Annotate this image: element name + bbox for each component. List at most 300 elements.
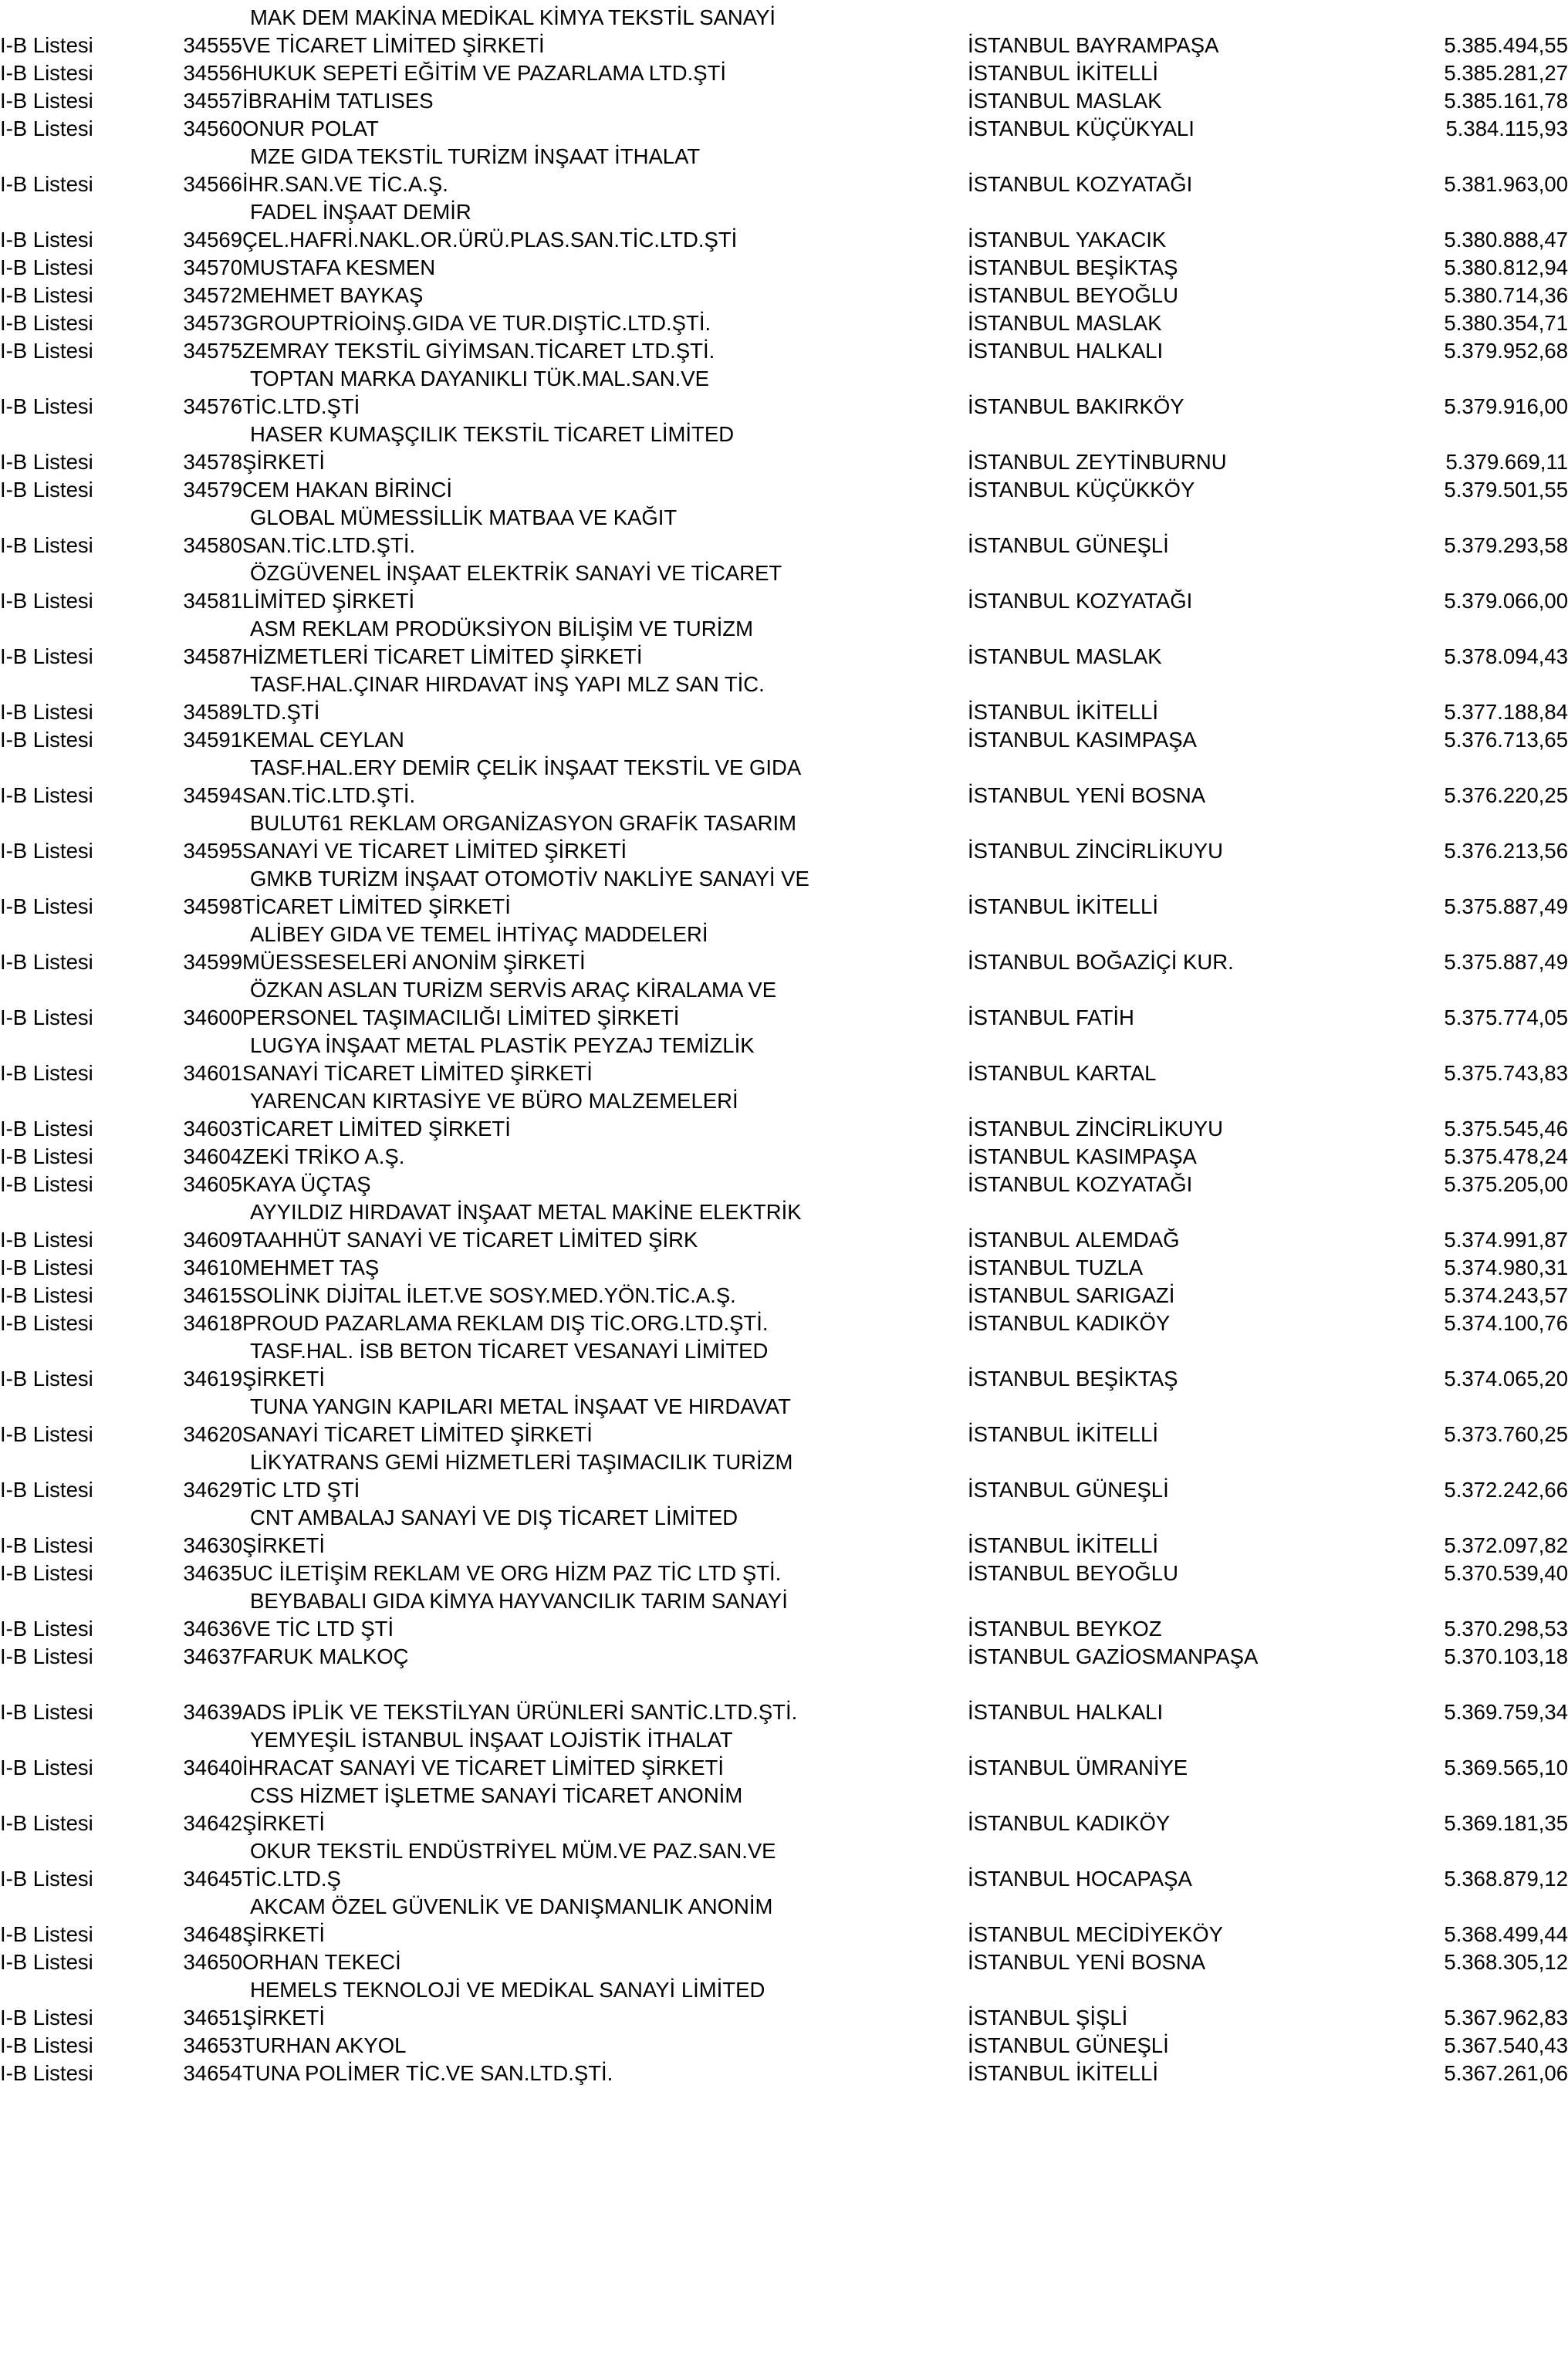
record-no-cell: 34557 bbox=[183, 88, 242, 113]
table-row[interactable] bbox=[0, 56, 1568, 83]
table-row-spacer bbox=[0, 1667, 1568, 1695]
province-cell: İSTANBUL bbox=[968, 699, 1070, 724]
record-no-cell bbox=[140, 139, 242, 167]
province-cell: İSTANBUL bbox=[968, 1310, 1070, 1335]
list-label-cell bbox=[0, 1722, 140, 1750]
amount-cell: 5.374.980,31 bbox=[1444, 1255, 1568, 1279]
list-label-cell bbox=[0, 1833, 140, 1861]
company-name-cell: ZEKİ TRİKO A.Ş. bbox=[242, 1144, 405, 1168]
company-name-line1: TASF.HAL.ÇINAR HIRDAVAT İNŞ YAPI MLZ SAN TİC. bbox=[250, 671, 765, 696]
table-row[interactable] bbox=[0, 1306, 1568, 1333]
province-cell bbox=[968, 1722, 1076, 1750]
record-no-cell: 34573 bbox=[183, 310, 242, 335]
table-row[interactable] bbox=[0, 83, 1568, 111]
table-row-name-continuation bbox=[0, 1833, 1568, 1861]
table-row[interactable] bbox=[0, 1472, 1568, 1500]
company-name-line1: AYYILDIZ HIRDAVAT İNŞAAT METAL MAKİNE ELEKTRİK bbox=[250, 1199, 802, 1224]
company-name-cell: HUKUK SEPETİ EĞİTİM VE PAZARLAMA LTD.ŞTİ bbox=[242, 60, 727, 85]
district-cell bbox=[1076, 0, 1330, 28]
amount-cell: 5.370.298,53 bbox=[1444, 1616, 1568, 1641]
province-cell bbox=[968, 1389, 1076, 1417]
amount-cell bbox=[1330, 500, 1568, 528]
record-no-cell: 34599 bbox=[183, 949, 242, 974]
amount-cell bbox=[1330, 417, 1568, 444]
province-cell: İSTANBUL bbox=[968, 1866, 1070, 1891]
district-cell bbox=[1076, 1583, 1330, 1611]
province-cell: İSTANBUL bbox=[968, 1616, 1070, 1641]
company-name-cell: SANAYİ VE TİCARET LİMİTED ŞİRKETİ bbox=[242, 838, 627, 863]
record-no-cell bbox=[140, 1722, 242, 1750]
record-no-cell: 34630 bbox=[183, 1533, 242, 1557]
province-cell: İSTANBUL bbox=[968, 338, 1070, 363]
list-label-cell bbox=[0, 1195, 140, 1222]
amount-cell bbox=[1330, 1972, 1568, 2000]
district-cell: ŞİŞLİ bbox=[1076, 2005, 1128, 2029]
company-name-cell: SOLİNK DİJİTAL İLET.VE SOSY.MED.YÖN.TİC.A.Ş. bbox=[242, 1283, 736, 1307]
amount-cell: 5.374.991,87 bbox=[1444, 1227, 1568, 1252]
table-row[interactable] bbox=[0, 1361, 1568, 1389]
table-row-name-continuation bbox=[0, 139, 1568, 167]
province-cell: İSTANBUL bbox=[968, 116, 1070, 140]
table-row-name-continuation bbox=[0, 806, 1568, 833]
amount-cell bbox=[1330, 1889, 1568, 1917]
amount-cell: 5.372.242,66 bbox=[1444, 1477, 1568, 1502]
province-cell bbox=[968, 861, 1076, 889]
province-cell: İSTANBUL bbox=[968, 60, 1070, 85]
list-label-cell bbox=[0, 1445, 140, 1472]
district-cell: YENİ BOSNA bbox=[1076, 782, 1206, 807]
list-label-cell: I-B Listesi bbox=[0, 1644, 93, 1668]
amount-cell bbox=[1330, 1389, 1568, 1417]
table-row[interactable] bbox=[0, 1861, 1568, 1889]
record-no-cell: 34576 bbox=[183, 394, 242, 418]
table-row-name-continuation bbox=[0, 1972, 1568, 2000]
table-row-name-continuation bbox=[0, 667, 1568, 695]
province-cell: İSTANBUL bbox=[968, 1477, 1070, 1502]
list-label-cell: I-B Listesi bbox=[0, 838, 93, 863]
district-cell: ZEYTİNBURNU bbox=[1076, 449, 1227, 474]
list-label-cell: I-B Listesi bbox=[0, 644, 93, 668]
table-row-name-continuation bbox=[0, 1722, 1568, 1750]
record-no-cell: 34575 bbox=[183, 338, 242, 363]
district-cell bbox=[1076, 1195, 1330, 1222]
amount-cell: 5.379.669,11 bbox=[1445, 449, 1568, 474]
table-row-name-continuation bbox=[0, 1333, 1568, 1361]
province-cell bbox=[968, 972, 1076, 1000]
amount-cell: 5.379.501,55 bbox=[1444, 477, 1568, 502]
province-cell: İSTANBUL bbox=[968, 1227, 1070, 1252]
province-cell: İSTANBUL bbox=[968, 1644, 1070, 1668]
table-row[interactable] bbox=[0, 1222, 1568, 1250]
district-cell bbox=[1076, 1445, 1330, 1472]
list-label-cell bbox=[0, 806, 140, 833]
table-row[interactable] bbox=[0, 1528, 1568, 1556]
table-row[interactable] bbox=[0, 1167, 1568, 1195]
province-cell bbox=[968, 139, 1076, 167]
record-no-cell: 34635 bbox=[183, 1560, 242, 1585]
company-name-cell: İHRACAT SANAYİ VE TİCARET LİMİTED ŞİRKETİ bbox=[242, 1755, 724, 1779]
district-cell bbox=[1076, 417, 1330, 444]
district-cell: İKİTELLİ bbox=[1076, 60, 1158, 85]
amount-cell bbox=[1330, 611, 1568, 639]
company-name-line1: FADEL İNŞAAT DEMİR bbox=[250, 199, 471, 224]
record-no-cell bbox=[140, 1333, 242, 1361]
province-cell bbox=[968, 1445, 1076, 1472]
table-row[interactable] bbox=[0, 167, 1568, 194]
record-no-cell: 34629 bbox=[183, 1477, 242, 1502]
table-row[interactable] bbox=[0, 1556, 1568, 1583]
company-name-cell: LTD.ŞTİ bbox=[242, 699, 320, 724]
table-row-name-continuation bbox=[0, 750, 1568, 778]
record-no-cell: 34615 bbox=[183, 1283, 242, 1307]
province-cell bbox=[968, 750, 1076, 778]
table-row[interactable] bbox=[0, 945, 1568, 972]
company-name-cell: UC İLETİŞİM REKLAM VE ORG HİZM PAZ TİC LTD ŞTİ. bbox=[242, 1560, 782, 1585]
list-label-cell bbox=[0, 417, 140, 444]
list-label-cell bbox=[0, 361, 140, 389]
company-name-cell: ÇEL.HAFRİ.NAKL.OR.ÜRÜ.PLAS.SAN.TİC.LTD.ŞTİ bbox=[242, 227, 738, 252]
amount-cell: 5.375.774,05 bbox=[1444, 1005, 1568, 1029]
amount-cell: 5.380.812,94 bbox=[1444, 255, 1568, 279]
table-row[interactable] bbox=[0, 1139, 1568, 1167]
list-label-cell: I-B Listesi bbox=[0, 394, 93, 418]
company-name-cell: FARUK MALKOÇ bbox=[242, 1644, 409, 1668]
company-name-cell: TURHAN AKYOL bbox=[242, 2033, 407, 2057]
list-label-cell: I-B Listesi bbox=[0, 1560, 93, 1585]
district-cell: HALKALI bbox=[1076, 338, 1164, 363]
district-cell: TUZLA bbox=[1076, 1255, 1144, 1279]
list-label-cell bbox=[0, 1500, 140, 1528]
district-cell: ZİNCİRLİKUYU bbox=[1076, 838, 1223, 863]
province-cell bbox=[968, 806, 1076, 833]
company-name-cell: MEHMET TAŞ bbox=[242, 1255, 380, 1279]
table-row[interactable] bbox=[0, 2028, 1568, 2056]
province-cell: İSTANBUL bbox=[968, 1283, 1070, 1307]
list-label-cell: I-B Listesi bbox=[0, 532, 93, 557]
table-row[interactable] bbox=[0, 1000, 1568, 1028]
district-cell bbox=[1076, 1333, 1330, 1361]
table-row[interactable] bbox=[0, 639, 1568, 667]
table-row[interactable] bbox=[0, 1056, 1568, 1083]
district-cell: KADIKÖY bbox=[1076, 1310, 1171, 1335]
amount-cell bbox=[1330, 861, 1568, 889]
district-cell: GÜNEŞLİ bbox=[1076, 1477, 1169, 1502]
district-cell: KADIKÖY bbox=[1076, 1810, 1171, 1835]
record-no-cell: 34609 bbox=[183, 1227, 242, 1252]
amount-cell: 5.376.213,56 bbox=[1444, 838, 1568, 863]
company-name-line1: YARENCAN KIRTASİYE VE BÜRO MALZEMELERİ bbox=[250, 1088, 738, 1113]
amount-cell bbox=[1330, 556, 1568, 583]
amount-cell bbox=[1330, 361, 1568, 389]
district-cell: İKİTELLİ bbox=[1076, 894, 1158, 918]
record-no-cell: 34636 bbox=[183, 1616, 242, 1641]
record-no-cell: 34610 bbox=[183, 1255, 242, 1279]
table-row[interactable] bbox=[0, 278, 1568, 306]
province-cell: İSTANBUL bbox=[968, 310, 1070, 335]
record-no-cell bbox=[140, 667, 242, 695]
province-cell bbox=[968, 1972, 1076, 2000]
list-label-cell: I-B Listesi bbox=[0, 116, 93, 140]
province-cell bbox=[968, 1583, 1076, 1611]
district-cell: İKİTELLİ bbox=[1076, 1533, 1158, 1557]
province-cell: İSTANBUL bbox=[968, 1366, 1070, 1391]
table-row-name-continuation bbox=[0, 1445, 1568, 1472]
district-cell: YENİ BOSNA bbox=[1076, 1949, 1206, 1974]
company-name-line1: GMKB TURİZM İNŞAAT OTOMOTİV NAKLİYE SANAYİ VE bbox=[250, 866, 809, 891]
record-no-cell: 34639 bbox=[183, 1699, 242, 1724]
company-name-cell: İBRAHİM TATLISES bbox=[242, 88, 434, 113]
table-row[interactable] bbox=[0, 1611, 1568, 1639]
company-name-cell: ZEMRAY TEKSTİL GİYİMSAN.TİCARET LTD.ŞTİ. bbox=[242, 338, 715, 363]
record-no-cell: 34555 bbox=[183, 32, 242, 57]
district-cell: BOĞAZİÇİ KUR. bbox=[1076, 949, 1234, 974]
table-row[interactable] bbox=[0, 1111, 1568, 1139]
amount-cell: 5.368.305,12 bbox=[1444, 1949, 1568, 1974]
record-no-cell bbox=[140, 806, 242, 833]
province-cell: İSTANBUL bbox=[968, 1560, 1070, 1585]
province-cell: İSTANBUL bbox=[968, 894, 1070, 918]
list-label-cell: I-B Listesi bbox=[0, 1921, 93, 1946]
amount-cell: 5.384.115,93 bbox=[1445, 116, 1568, 140]
amount-cell: 5.370.103,18 bbox=[1444, 1644, 1568, 1668]
district-cell bbox=[1076, 361, 1330, 389]
province-cell: İSTANBUL bbox=[968, 88, 1070, 113]
table-row[interactable] bbox=[0, 1945, 1568, 1972]
amount-cell: 5.367.962,83 bbox=[1444, 2005, 1568, 2029]
list-label-cell bbox=[0, 750, 140, 778]
list-label-cell: I-B Listesi bbox=[0, 1533, 93, 1557]
amount-cell: 5.375.887,49 bbox=[1444, 894, 1568, 918]
list-label-cell bbox=[0, 861, 140, 889]
table-row[interactable] bbox=[0, 1806, 1568, 1833]
amount-cell: 5.368.879,12 bbox=[1444, 1866, 1568, 1891]
company-name-line1: ÖZGÜVENEL İNŞAAT ELEKTRİK SANAYİ VE TİCARET bbox=[250, 560, 782, 585]
list-label-cell: I-B Listesi bbox=[0, 1255, 93, 1279]
province-cell: İSTANBUL bbox=[968, 1533, 1070, 1557]
province-cell bbox=[968, 1778, 1076, 1806]
table-row[interactable] bbox=[0, 833, 1568, 861]
district-cell bbox=[1076, 1778, 1330, 1806]
table-row[interactable] bbox=[0, 1917, 1568, 1945]
table-row-name-continuation bbox=[0, 1028, 1568, 1056]
table-row[interactable] bbox=[0, 1695, 1568, 1722]
amount-cell: 5.380.714,36 bbox=[1444, 282, 1568, 307]
province-cell bbox=[968, 500, 1076, 528]
list-label-cell: I-B Listesi bbox=[0, 171, 93, 196]
table-row-name-continuation bbox=[0, 194, 1568, 222]
table-row-name-continuation bbox=[0, 500, 1568, 528]
amount-cell: 5.375.887,49 bbox=[1444, 949, 1568, 974]
list-label-cell bbox=[0, 1889, 140, 1917]
table-row[interactable] bbox=[0, 28, 1568, 56]
table-row[interactable] bbox=[0, 1250, 1568, 1278]
table-row[interactable] bbox=[0, 1278, 1568, 1306]
district-cell: ZİNCİRLİKUYU bbox=[1076, 1116, 1223, 1141]
company-name-line1: MZE GIDA TEKSTİL TURİZM İNŞAAT İTHALAT bbox=[250, 144, 701, 168]
province-cell: İSTANBUL bbox=[968, 1810, 1070, 1835]
district-cell bbox=[1076, 1389, 1330, 1417]
record-no-cell bbox=[140, 1500, 242, 1528]
district-cell: KÜÇÜKYALI bbox=[1076, 116, 1195, 140]
record-no-cell: 34580 bbox=[183, 532, 242, 557]
province-cell: İSTANBUL bbox=[968, 532, 1070, 557]
record-no-cell: 34566 bbox=[183, 171, 242, 196]
district-cell: MASLAK bbox=[1076, 644, 1162, 668]
table-row[interactable] bbox=[0, 111, 1568, 139]
amount-cell bbox=[1330, 1833, 1568, 1861]
amount-cell bbox=[1330, 972, 1568, 1000]
list-label-cell: I-B Listesi bbox=[0, 2060, 93, 2085]
district-cell: MASLAK bbox=[1076, 310, 1162, 335]
province-cell: İSTANBUL bbox=[968, 2033, 1070, 2057]
company-name-cell: HİZMETLERİ TİCARET LİMİTED ŞİRKETİ bbox=[242, 644, 643, 668]
record-no-cell bbox=[140, 1389, 242, 1417]
amount-cell: 5.380.888,47 bbox=[1444, 227, 1568, 252]
record-no-cell bbox=[140, 556, 242, 583]
company-name-line1: TASF.HAL.ERY DEMİR ÇELİK İNŞAAT TEKSTİL VE GIDA bbox=[250, 755, 802, 779]
company-name-line1: GLOBAL MÜMESSİLLİK MATBAA VE KAĞIT bbox=[250, 505, 678, 529]
district-cell bbox=[1076, 500, 1330, 528]
record-no-cell: 34604 bbox=[183, 1144, 242, 1168]
company-name-cell: ŞİRKETİ bbox=[242, 2005, 325, 2029]
list-label-cell bbox=[0, 667, 140, 695]
amount-cell bbox=[1330, 1195, 1568, 1222]
table-row[interactable] bbox=[0, 778, 1568, 806]
district-cell bbox=[1076, 1722, 1330, 1750]
district-cell: SARIGAZİ bbox=[1076, 1283, 1175, 1307]
district-cell: KOZYATAĞI bbox=[1076, 1171, 1193, 1196]
record-no-cell: 34654 bbox=[183, 2060, 242, 2085]
amount-cell bbox=[1330, 1083, 1568, 1111]
company-name-line1: CNT AMBALAJ SANAYİ VE DIŞ TİCARET LİMİTED bbox=[250, 1505, 738, 1529]
district-cell bbox=[1076, 861, 1330, 889]
list-label-cell bbox=[0, 1083, 140, 1111]
district-cell: BEYOĞLU bbox=[1076, 1560, 1178, 1585]
amount-cell: 5.378.094,43 bbox=[1444, 644, 1568, 668]
province-cell: İSTANBUL bbox=[968, 282, 1070, 307]
table-row[interactable] bbox=[0, 222, 1568, 250]
province-cell: İSTANBUL bbox=[968, 1421, 1070, 1446]
table-row[interactable] bbox=[0, 528, 1568, 556]
amount-cell: 5.385.161,78 bbox=[1444, 88, 1568, 113]
table-row[interactable] bbox=[0, 695, 1568, 722]
record-no-cell: 34642 bbox=[183, 1810, 242, 1835]
list-label-cell: I-B Listesi bbox=[0, 255, 93, 279]
list-label-cell bbox=[0, 611, 140, 639]
list-label-cell: I-B Listesi bbox=[0, 1144, 93, 1168]
company-name-line1: HEMELS TEKNOLOJİ VE MEDİKAL SANAYİ LİMİTED bbox=[250, 1977, 765, 2002]
province-cell bbox=[968, 917, 1076, 945]
district-cell bbox=[1076, 1972, 1330, 2000]
table-row[interactable] bbox=[0, 722, 1568, 750]
company-name-line1: HASER KUMAŞÇILIK TEKSTİL TİCARET LİMİTED bbox=[250, 421, 735, 446]
province-cell: İSTANBUL bbox=[968, 1755, 1070, 1779]
record-no-cell: 34591 bbox=[183, 727, 242, 752]
district-cell: GAZİOSMANPAŞA bbox=[1076, 1644, 1259, 1668]
table-row[interactable] bbox=[0, 389, 1568, 417]
table-row[interactable] bbox=[0, 2000, 1568, 2028]
company-name-cell: İHR.SAN.VE TİC.A.Ş. bbox=[242, 171, 448, 196]
amount-cell bbox=[1330, 1583, 1568, 1611]
table-row[interactable] bbox=[0, 889, 1568, 917]
district-cell: GÜNEŞLİ bbox=[1076, 532, 1169, 557]
list-label-cell: I-B Listesi bbox=[0, 1283, 93, 1307]
province-cell bbox=[968, 361, 1076, 389]
list-label-cell: I-B Listesi bbox=[0, 1171, 93, 1196]
record-no-cell bbox=[140, 194, 242, 222]
record-no-cell: 34600 bbox=[183, 1005, 242, 1029]
table-row[interactable] bbox=[0, 583, 1568, 611]
record-no-cell: 34587 bbox=[183, 644, 242, 668]
list-label-cell bbox=[0, 139, 140, 167]
province-cell: İSTANBUL bbox=[968, 2005, 1070, 2029]
amount-cell: 5.375.205,00 bbox=[1444, 1171, 1568, 1196]
record-no-cell: 34595 bbox=[183, 838, 242, 863]
table-row[interactable] bbox=[0, 444, 1568, 472]
district-cell bbox=[1076, 1889, 1330, 1917]
table-row[interactable] bbox=[0, 2056, 1568, 2084]
table-row[interactable] bbox=[0, 472, 1568, 500]
table-row-name-continuation bbox=[0, 1389, 1568, 1417]
district-cell bbox=[1076, 750, 1330, 778]
list-label-cell: I-B Listesi bbox=[0, 60, 93, 85]
list-label-cell: I-B Listesi bbox=[0, 1616, 93, 1641]
province-cell bbox=[968, 1195, 1076, 1222]
district-cell: HOCAPAŞA bbox=[1076, 1866, 1192, 1891]
amount-cell: 5.369.181,35 bbox=[1444, 1810, 1568, 1835]
list-label-cell: I-B Listesi bbox=[0, 310, 93, 335]
table-row[interactable] bbox=[0, 306, 1568, 333]
table-row[interactable] bbox=[0, 1417, 1568, 1445]
list-label-cell: I-B Listesi bbox=[0, 727, 93, 752]
record-no-cell: 34651 bbox=[183, 2005, 242, 2029]
table-row[interactable] bbox=[0, 250, 1568, 278]
province-cell: İSTANBUL bbox=[968, 727, 1070, 752]
province-cell: İSTANBUL bbox=[968, 394, 1070, 418]
amount-cell bbox=[1330, 139, 1568, 167]
company-name-cell: PERSONEL TAŞIMACILIĞI LİMİTED ŞİRKETİ bbox=[242, 1005, 680, 1029]
table-row[interactable] bbox=[0, 1750, 1568, 1778]
spacer-cell bbox=[0, 1667, 1568, 1695]
province-cell bbox=[968, 1889, 1076, 1917]
table-row[interactable] bbox=[0, 333, 1568, 361]
table-row-name-continuation bbox=[0, 972, 1568, 1000]
table-row[interactable] bbox=[0, 1639, 1568, 1667]
record-no-cell: 34605 bbox=[183, 1171, 242, 1196]
amount-cell: 5.379.293,58 bbox=[1444, 532, 1568, 557]
amount-cell: 5.374.065,20 bbox=[1444, 1366, 1568, 1391]
amount-cell bbox=[1330, 750, 1568, 778]
company-name-line1: LİKYATRANS GEMİ HİZMETLERİ TAŞIMACILIK TURİZM bbox=[250, 1449, 793, 1474]
record-no-cell: 34648 bbox=[183, 1921, 242, 1946]
list-label-cell: I-B Listesi bbox=[0, 1866, 93, 1891]
district-cell bbox=[1076, 667, 1330, 695]
company-name-cell: VE TİC LTD ŞTİ bbox=[242, 1616, 394, 1641]
company-name-cell: ŞİRKETİ bbox=[242, 1921, 325, 1946]
list-label-cell: I-B Listesi bbox=[0, 1477, 93, 1502]
district-cell bbox=[1076, 806, 1330, 833]
amount-cell: 5.375.743,83 bbox=[1444, 1060, 1568, 1085]
amount-cell: 5.380.354,71 bbox=[1444, 310, 1568, 335]
district-cell: ÜMRANİYE bbox=[1076, 1755, 1188, 1779]
company-name-line1: CSS HİZMET İŞLETME SANAYİ TİCARET ANONİM bbox=[250, 1783, 743, 1807]
company-name-cell: PROUD PAZARLAMA REKLAM DIŞ TİC.ORG.LTD.ŞTİ. bbox=[242, 1310, 769, 1335]
list-label-cell: I-B Listesi bbox=[0, 699, 93, 724]
table-row-name-continuation bbox=[0, 1500, 1568, 1528]
district-cell bbox=[1076, 611, 1330, 639]
list-label-cell: I-B Listesi bbox=[0, 449, 93, 474]
district-cell: ALEMDAĞ bbox=[1076, 1227, 1180, 1252]
